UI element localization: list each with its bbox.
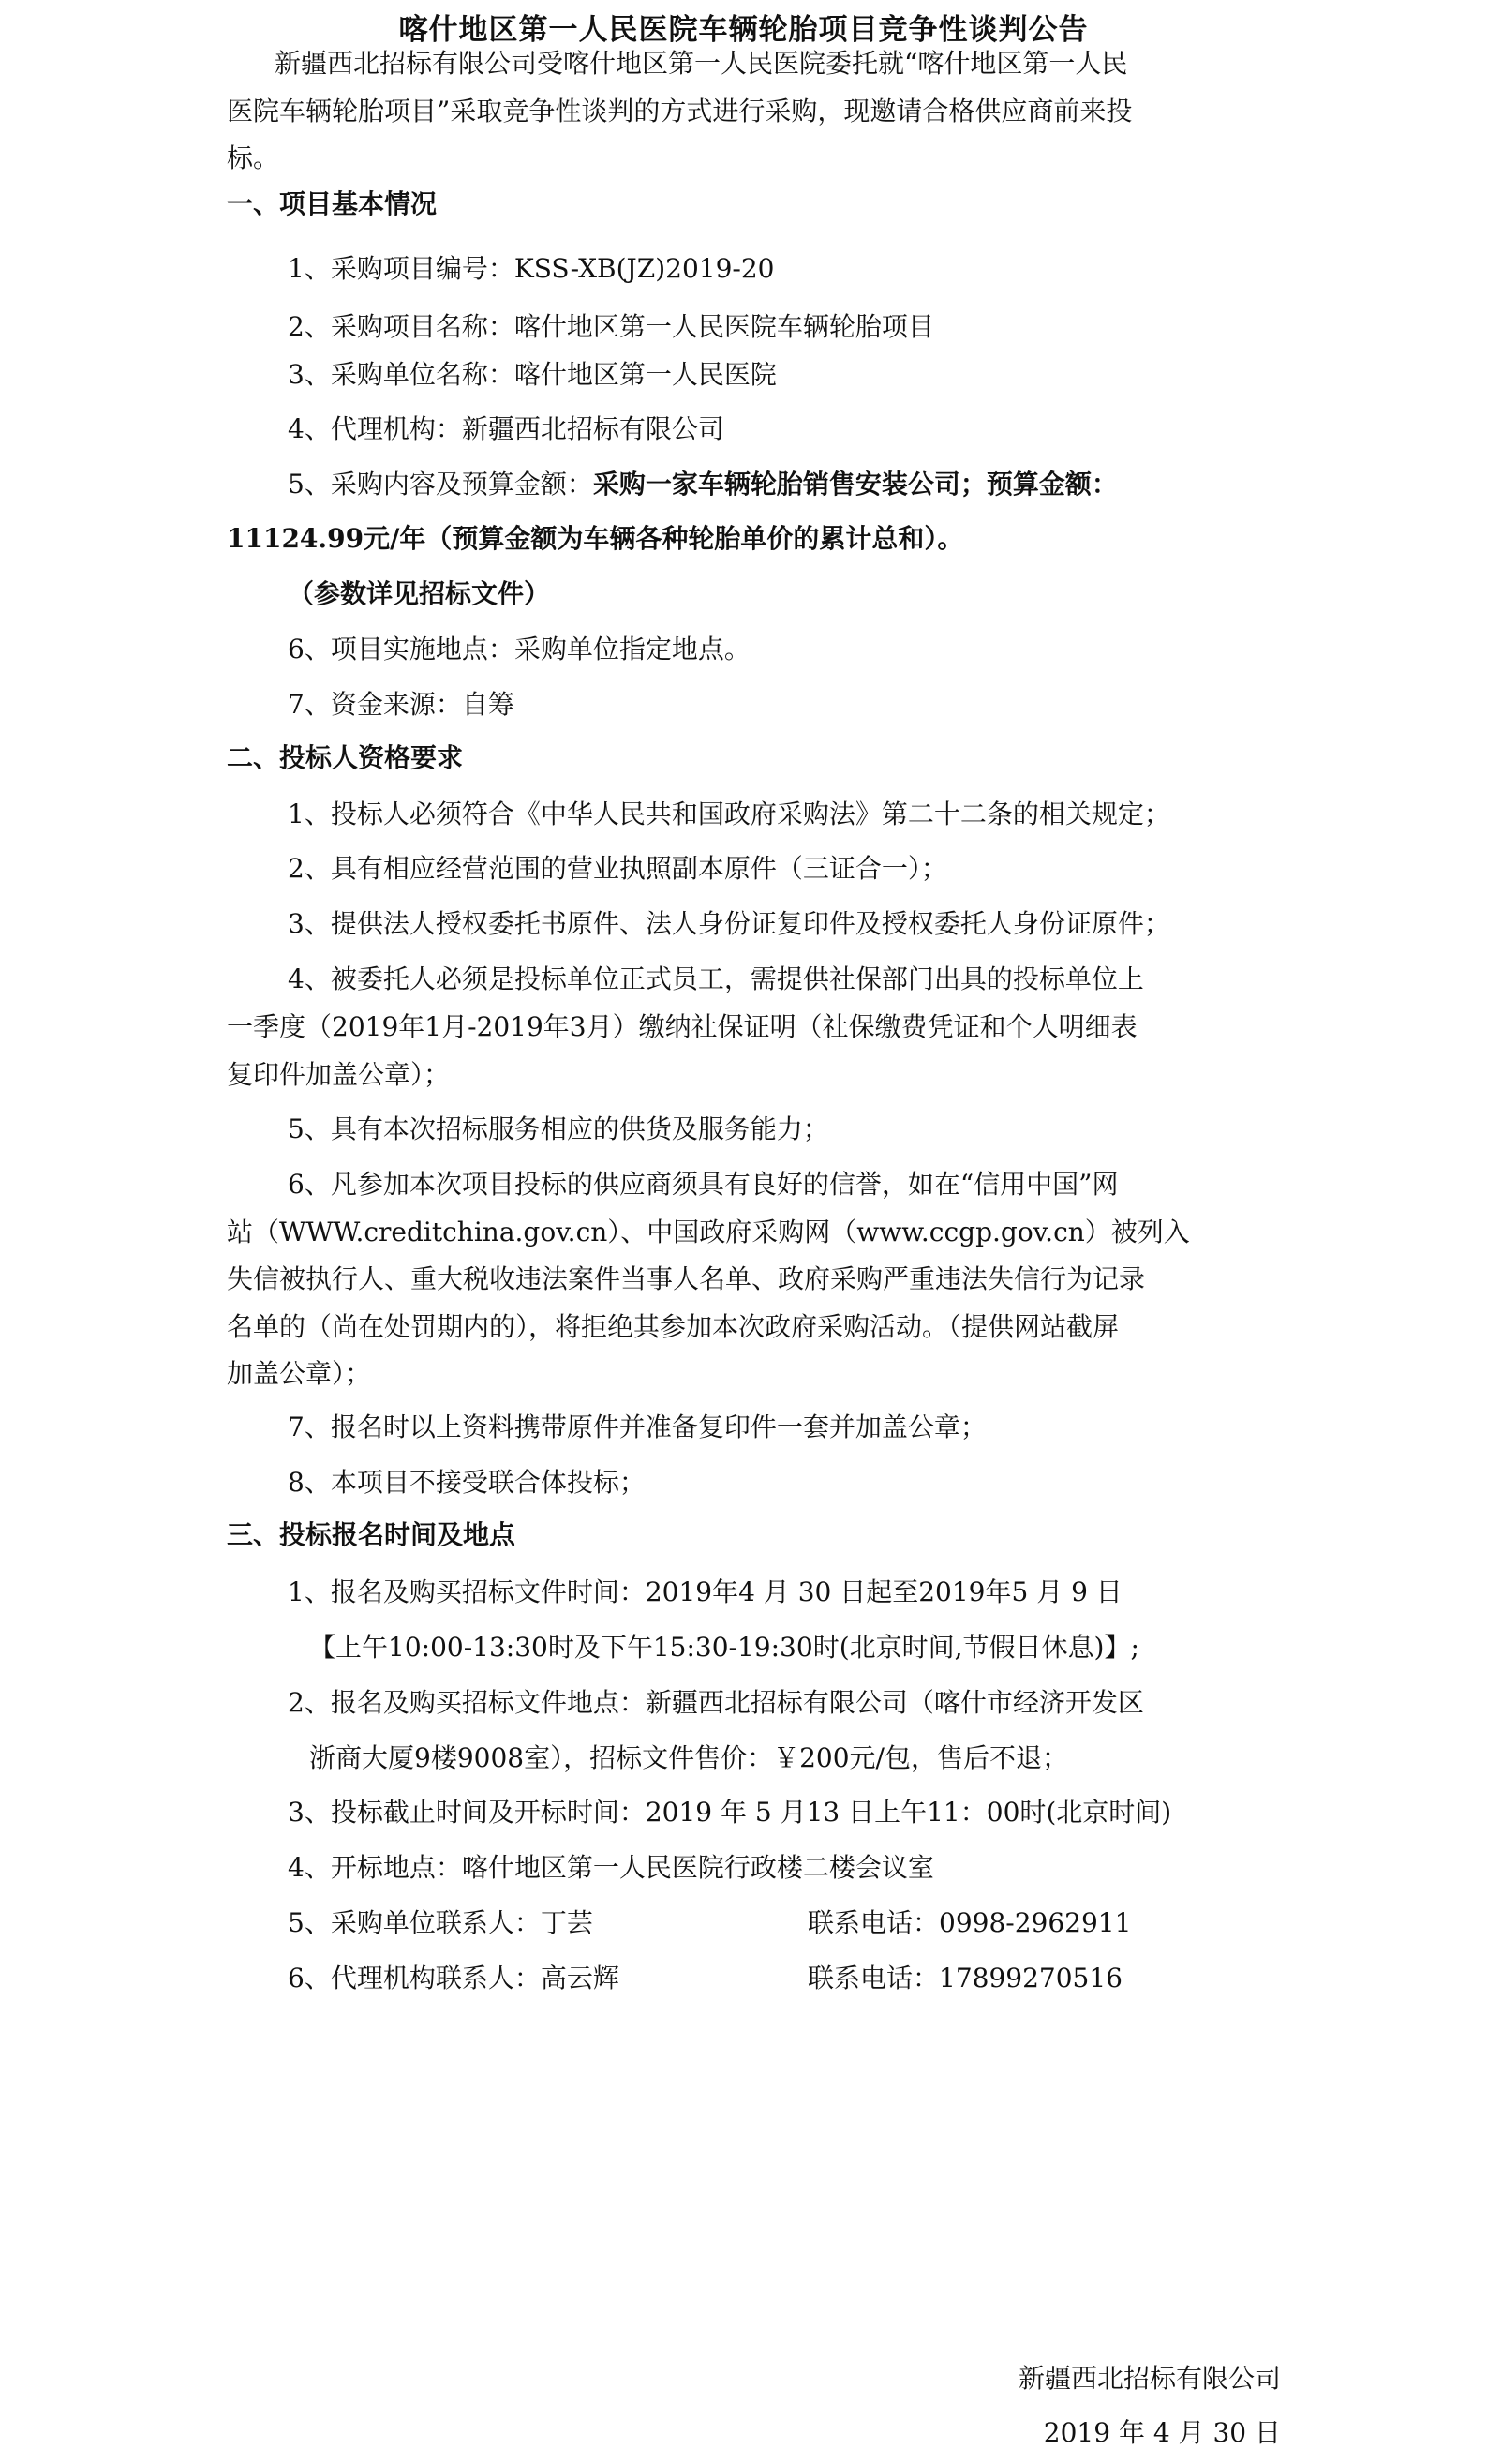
section3-item2-line2: 浙商大厦9楼9008室），招标文件售价：￥200元/包，售后不退； [309,1742,1068,1773]
section2-item5: 5、具有本次招标服务相应的供货及服务能力； [288,1113,829,1144]
section3-item5-contact: 5、采购单位联系人：丁芸 [288,1907,593,1938]
section1-item5-line2: 11124.99元/年（预算金额为车辆各种轮胎单价的累计总和）。 [227,523,964,554]
document-title: 喀什地区第一人民医院车辆轮胎项目竞争性谈判公告 [398,13,1089,47]
section1-item5-line1 [288,466,1118,503]
section2-item4-line2: 一季度（2019年1月-2019年3月）缴纳社保证明（社保缴费凭证和个人明细表 [227,1011,1138,1042]
section1-item5-bold: 采购一家车辆轮胎销售安装公司；预算金额： [592,469,1118,500]
section1-item2: 2、采购项目名称：喀什地区第一人民医院车辆轮胎项目 [288,311,934,342]
signature-date: 2019 年 4 月 30 日 [1043,2417,1281,2448]
section2-item1: 1、投标人必须符合《中华人民共和国政府采购法》第二十二条的相关规定； [288,799,1170,829]
section3-item6-contact: 6、代理机构联系人：高云辉 [288,1963,619,1994]
section1-item1: 1、采购项目编号：KSS-XB(JZ)2019-20 [288,253,775,284]
section2-item6-line4: 名单的（尚在处罚期内的），将拒绝其参加本次政府采购活动。（提供网站截屏 [227,1311,1120,1342]
signature-company: 新疆西北招标有限公司 [1018,2363,1281,2394]
section2-item4-line1: 4、被委托人必须是投标单位正式员工，需提供社保部门出具的投标单位上 [288,963,1144,994]
section1-item4: 4、代理机构：新疆西北招标有限公司 [288,413,724,444]
section3-heading: 三、投标报名时间及地点 [227,1519,516,1550]
intro-line-3: 标。 [227,142,280,173]
section3-item2-line1: 2、报名及购买招标文件地点：新疆西北招标有限公司（喀什市经济开发区 [288,1687,1144,1718]
section2-heading: 二、投标人资格要求 [227,742,464,773]
section1-item3: 3、采购单位名称：喀什地区第一人民医院 [288,359,777,390]
section3-item5-phone: 联系电话：0998-2962911 [808,1907,1132,1938]
section3-item1-line1: 1、报名及购买招标文件时间：2019年4 月 30 日起至2019年5 月 9 日 [288,1576,1123,1607]
section3-item6-phone: 联系电话：17899270516 [808,1963,1123,1994]
section2-item6-line5: 加盖公章）； [227,1358,372,1389]
section3-item4: 4、开标地点：喀什地区第一人民医院行政楼二楼会议室 [288,1852,934,1883]
section2-item7: 7、报名时以上资料携带原件并准备复印件一套并加盖公章； [288,1411,987,1442]
section2-item3: 3、提供法人授权委托书原件、法人身份证复印件及授权委托人身份证原件； [288,908,1170,939]
section1-item5-prefix: 5、采购内容及预算金额： [288,469,593,500]
section3-item3: 3、投标截止时间及开标时间：2019 年 5 月13 日上午11：00时(北京时间) [288,1797,1172,1828]
section1-heading: 一、项目基本情况 [227,188,438,219]
section2-item6-line1: 6、凡参加本次项目投标的供应商须具有良好的信誉，如在“信用中国”网 [288,1169,1119,1200]
intro-line-1: 新疆西北招标有限公司受喀什地区第一人民医院委托就“喀什地区第一人民 [275,48,1128,79]
section3-item1-line2: 【上午10:00-13:30时及下午15:30-19:30时(北京时间,节假日休息)】; [309,1632,1139,1663]
section2-item2: 2、具有相应经营范围的营业执照副本原件（三证合一）； [288,853,947,884]
section1-item7: 7、资金来源：自筹 [288,689,514,720]
section2-item8: 8、本项目不接受联合体投标； [288,1467,646,1498]
section1-item6: 6、项目实施地点：采购单位指定地点。 [288,634,751,665]
section2-item4-line3: 复印件加盖公章）； [227,1059,451,1090]
section2-item6-line2: 站（WWW.creditchina.gov.cn）、中国政府采购网（www.ccgp.gov.cn）被列入 [227,1217,1190,1247]
intro-line-2: 医院车辆轮胎项目”采取竞争性谈判的方式进行采购，现邀请合格供应商前来投 [227,96,1133,127]
section2-item6-line3: 失信被执行人、重大税收违法案件当事人名单、政府采购严重违法失信行为记录 [227,1263,1146,1294]
section1-item5-line3: （参数详见招标文件） [288,578,551,609]
